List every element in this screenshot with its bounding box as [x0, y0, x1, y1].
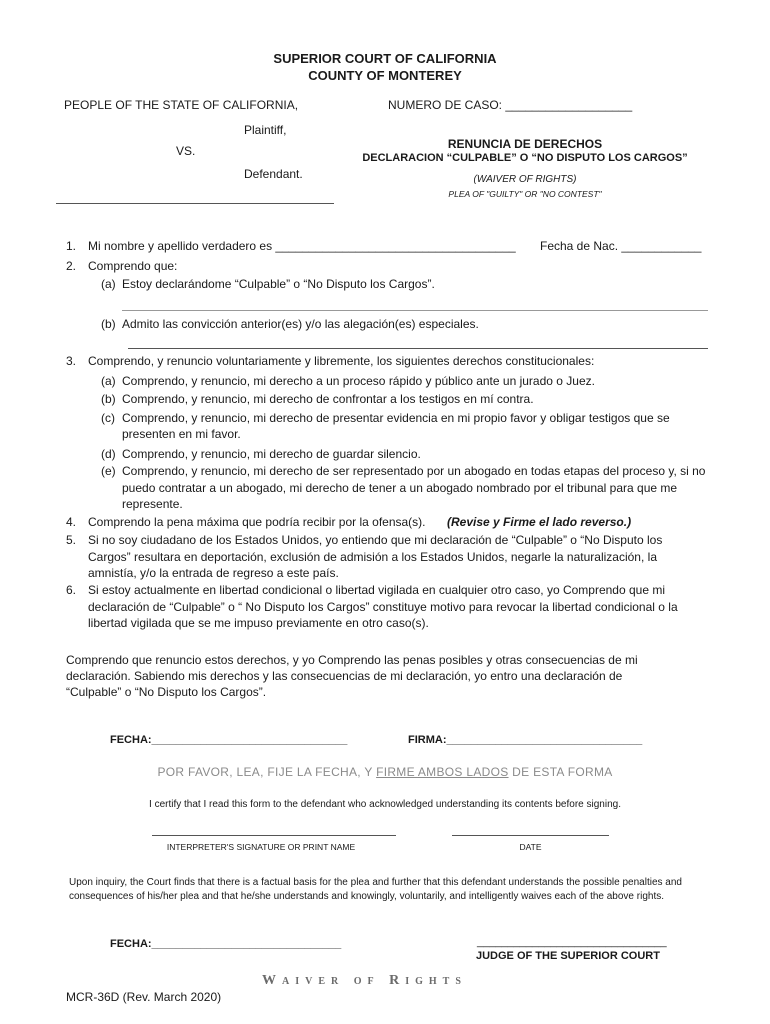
item-4-text: Comprendo la pena máxima que podría recibir por la ofensa(s). [88, 515, 426, 529]
vs-label: VS. [176, 144, 196, 158]
firma-field[interactable]: FIRMA:________________________________ [408, 734, 643, 746]
item-2a-letter: (a) [101, 277, 116, 291]
item-5-text: Si no soy ciudadano de los Estados Unidos, yo entiendo que mi declaración de “Culpable” o “No Disputo los Cargos” resultara en deportación, exclusión de admisión a los Estados Unidos, negarle la naturalización, la amnistía, y/o la entrada de regreso a este país. [88, 533, 663, 580]
interpreter-date-line[interactable] [452, 835, 609, 836]
item-2-number: 2. [66, 259, 77, 273]
item-2-text: Comprendo que: [88, 259, 178, 273]
item-3b-text: Comprendo, y renuncio, mi derecho de confrontar a los testigos en mí contra. [122, 392, 534, 406]
notice-prefix: POR FAVOR, LEA, FIJE LA FECHA, Y [157, 765, 377, 779]
item-2b-line[interactable] [128, 348, 708, 349]
caption-divider [56, 203, 334, 204]
item-3-number: 3. [66, 354, 77, 368]
item-3e-letter: (e) [101, 464, 116, 478]
judge-signature-line[interactable]: _______________________________ [477, 936, 667, 948]
item-2b-letter: (b) [101, 317, 116, 331]
item-3a-text: Comprendo, y renuncio, mi derecho a un proceso rápido y público ante un jurado o Juez. [122, 374, 595, 388]
interpreter-certification: I certify that I read this form to the defendant who acknowledged understanding its contents before signing. [149, 799, 621, 810]
item-3c-text: Comprendo, y renuncio, mi derecho de presentar evidencia en mi propio favor y obligar testigos que se presenten en mi favor. [122, 411, 670, 441]
name-field[interactable]: Mi nombre y apellido verdadero es ____________________________________ [88, 239, 516, 253]
case-number-field[interactable]: NUMERO DE CASO: ___________________ [388, 98, 633, 112]
item-6-number: 6. [66, 583, 77, 597]
form-title: RENUNCIA DE DERECHOS [447, 137, 603, 151]
date-label: DATE [519, 842, 542, 852]
sign-both-sides-notice [0, 765, 770, 779]
item-3d-letter: (d) [101, 447, 116, 461]
item-2a-line[interactable] [122, 310, 708, 311]
item-6-text: Si estoy actualmente en libertad condicional o libertad vigilada en cualquier otro caso, yo Comprendo que mi declaración de “Culpable” o “ No Disputo los Cargos” constituye motivo para revocar la libertad condicional o la libertad vigilada que se me impuso previamente en otro caso(s). [88, 583, 678, 630]
form-subtitle: DECLARACION “CULPABLE” O “NO DISPUTO LOS CARGOS” [362, 152, 688, 164]
item-3a-letter: (a) [101, 374, 116, 388]
form-number: MCR-36D (Rev. March 2020) [66, 990, 222, 1004]
item-5-number: 5. [66, 533, 77, 547]
judge-date-field[interactable]: FECHA:_______________________________ [110, 938, 342, 950]
people-party: PEOPLE OF THE STATE OF CALIFORNIA, [64, 98, 299, 112]
item-3b-letter: (b) [101, 392, 116, 406]
interpreter-signature-label: INTERPRETER'S SIGNATURE OR PRINT NAME [166, 842, 356, 852]
county-name: COUNTY OF MONTEREY [308, 68, 462, 83]
item-3d-text: Comprendo, y renuncio, mi derecho de guardar silencio. [122, 447, 421, 461]
item-2a-text: Estoy declarándome “Culpable” o “No Disputo los Cargos”. [122, 277, 435, 291]
item-4-note: (Revise y Firme el lado reverso.) [447, 515, 632, 529]
court-name: SUPERIOR COURT OF CALIFORNIA [273, 51, 497, 66]
fecha-field[interactable]: FECHA:________________________________ [110, 734, 348, 746]
notice-suffix: DE ESTA FORMA [508, 765, 613, 779]
waiver-of-rights-footer: Waiver of Rights [262, 973, 467, 988]
notice-emphasis: FIRME AMBOS LADOS [376, 765, 509, 779]
defendant-label: Defendant. [244, 167, 303, 181]
closing-paragraph: Comprendo que renuncio estos derechos, y yo Comprendo las penas posibles y otras consecuencias de mi declaración. Sabiendo mis derechos y las consecuencias de mi declaración, yo entro una declaración de “Culpable” o “No Disputo los Cargos”. [66, 653, 638, 699]
court-finding: Upon inquiry, the Court finds that there is a factual basis for the plea and further that this defendant understands the possible penalties and consequences of his/her plea and that he/she understands and knowingly, voluntarily, and intelligently waives each of the above rights. [69, 877, 682, 902]
item-2b-text: Admito las convicción anterior(es) y/o las alegación(es) especiales. [122, 317, 479, 331]
judge-label: JUDGE OF THE SUPERIOR COURT [476, 950, 660, 962]
english-subtitle: PLEA OF "GUILTY" OR "NO CONTEST" [448, 189, 602, 199]
item-1-number: 1. [66, 239, 77, 253]
item-3c-letter: (c) [101, 411, 115, 425]
item-4-number: 4. [66, 515, 77, 529]
english-title: (WAIVER OF RIGHTS) [473, 174, 577, 185]
item-3e-text: Comprendo, y renuncio, mi derecho de ser representado por un abogado en todas etapas del proceso y, si no puedo contratar a un abogado, mi derecho de tener a un abogado nombrado por el tribunal para que me represente. [122, 464, 706, 511]
interpreter-signature-line[interactable] [152, 835, 396, 836]
plaintiff-label: Plaintiff, [244, 123, 287, 137]
item-3-text: Comprendo, y renuncio voluntariamente y libremente, los siguientes derechos constitucionales: [88, 354, 595, 368]
dob-field[interactable]: Fecha de Nac. ____________ [540, 239, 702, 253]
